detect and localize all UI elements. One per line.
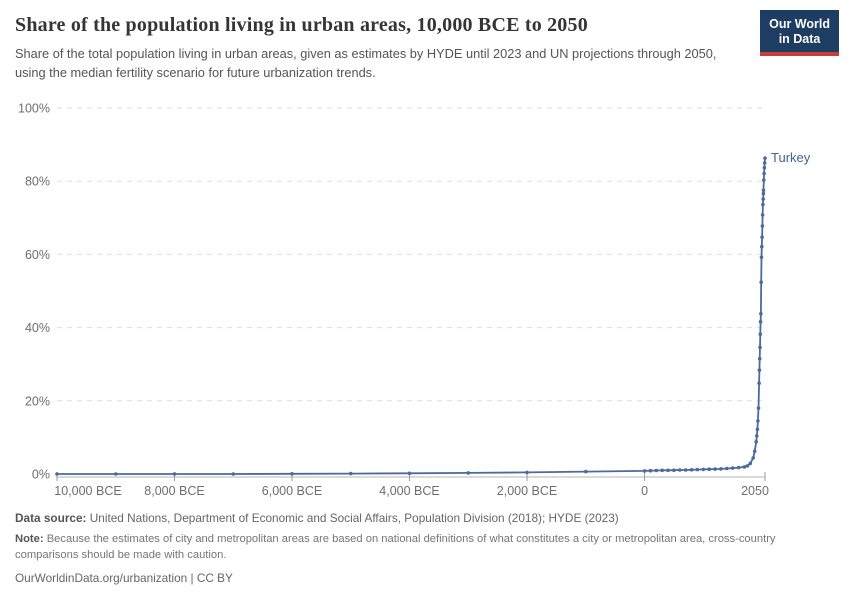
- data-point-marker[interactable]: [725, 467, 729, 471]
- data-point-marker[interactable]: [753, 450, 757, 454]
- note-line: [15, 532, 835, 563]
- data-point-marker[interactable]: [758, 357, 762, 361]
- page-title: Share of the population living in urban areas, 10,000 BCE to 2050: [15, 14, 588, 36]
- data-point-marker[interactable]: [702, 468, 706, 472]
- x-axis-tick-label: 0: [641, 484, 649, 498]
- data-point-marker[interactable]: [525, 471, 529, 475]
- owid-url-link[interactable]: OurWorldinData.org/urbanization | CC BY: [15, 571, 233, 586]
- data-point-marker[interactable]: [290, 472, 294, 476]
- x-axis-tick-label: 2,000 BCE: [496, 484, 558, 498]
- data-point-marker[interactable]: [660, 469, 664, 473]
- data-point-marker[interactable]: [643, 469, 647, 473]
- x-axis-tick-label: 2050: [741, 484, 769, 498]
- x-axis-tick-label: 10,000 BCE: [54, 484, 122, 498]
- y-axis-tick-label: 100%: [18, 101, 50, 116]
- y-axis-tick-label: 20%: [24, 394, 50, 409]
- y-axis-tick-label: 0%: [31, 467, 50, 482]
- data-point-marker[interactable]: [114, 472, 118, 476]
- data-point-marker[interactable]: [762, 192, 766, 196]
- chart-subtitle: Share of the total population living in urban areas, given as estimates by HYDE until 2023 and UN projections through 2050, using the median fertility scenario for future urbanization trends.: [15, 46, 717, 80]
- data-point-marker[interactable]: [756, 419, 760, 423]
- data-point-marker[interactable]: [731, 466, 735, 470]
- data-point-marker[interactable]: [762, 178, 766, 182]
- series-line[interactable]: [57, 158, 765, 474]
- data-point-marker[interactable]: [759, 312, 763, 316]
- data-point-marker[interactable]: [761, 197, 765, 201]
- data-point-marker[interactable]: [754, 440, 758, 444]
- data-point-marker[interactable]: [408, 472, 412, 476]
- data-point-marker[interactable]: [55, 472, 59, 476]
- y-axis-tick-label: 40%: [24, 321, 50, 336]
- data-point-marker[interactable]: [763, 161, 767, 165]
- data-point-marker[interactable]: [719, 467, 723, 471]
- data-point-marker[interactable]: [467, 471, 471, 475]
- data-source-line: [15, 511, 835, 525]
- data-point-marker[interactable]: [173, 472, 177, 476]
- y-axis-tick-label: 80%: [24, 174, 50, 189]
- note-text: Because the estimates of city and metropolitan areas are based on national definitions of what constitutes a city or metropolitan area, cross-country comparisons should be made with caution.: [15, 533, 776, 561]
- data-point-marker[interactable]: [749, 462, 753, 466]
- data-point-marker[interactable]: [713, 467, 717, 471]
- data-point-marker[interactable]: [761, 203, 765, 207]
- data-point-marker[interactable]: [678, 468, 682, 472]
- data-point-marker[interactable]: [763, 166, 767, 170]
- data-point-marker[interactable]: [761, 213, 765, 217]
- data-point-marker[interactable]: [757, 381, 761, 385]
- data-point-marker[interactable]: [746, 464, 750, 468]
- data-point-marker[interactable]: [349, 472, 353, 476]
- data-point-marker[interactable]: [649, 469, 653, 473]
- data-point-marker[interactable]: [737, 466, 741, 470]
- owid-logo-line1: Our World: [769, 17, 830, 31]
- data-point-marker[interactable]: [761, 224, 765, 228]
- data-point-marker[interactable]: [672, 468, 676, 472]
- data-point-marker[interactable]: [758, 368, 762, 372]
- data-point-marker[interactable]: [757, 406, 761, 410]
- note-label: Note:: [15, 533, 44, 545]
- data-point-marker[interactable]: [759, 320, 763, 324]
- data-point-marker[interactable]: [666, 469, 670, 473]
- data-point-marker[interactable]: [707, 467, 711, 471]
- chart-footer: [15, 511, 835, 585]
- data-point-marker[interactable]: [760, 235, 764, 239]
- license-line: [15, 571, 835, 585]
- data-point-marker[interactable]: [762, 172, 766, 176]
- data-point-marker[interactable]: [755, 434, 759, 438]
- data-point-marker[interactable]: [763, 156, 767, 160]
- data-point-marker[interactable]: [690, 468, 694, 472]
- data-point-marker[interactable]: [684, 468, 688, 472]
- data-point-marker[interactable]: [696, 468, 700, 472]
- data-point-marker[interactable]: [760, 245, 764, 249]
- data-point-marker[interactable]: [759, 332, 763, 336]
- x-axis-tick-label: 6,000 BCE: [261, 484, 323, 498]
- data-point-marker[interactable]: [759, 280, 763, 284]
- data-point-marker[interactable]: [760, 255, 764, 259]
- data-point-marker[interactable]: [758, 346, 762, 350]
- data-point-marker[interactable]: [756, 428, 760, 432]
- entity-label[interactable]: Turkey: [771, 150, 811, 166]
- x-axis-tick-label: 4,000 BCE: [379, 484, 440, 498]
- data-source-label: Data source:: [15, 511, 87, 525]
- x-axis-tick-label: 8,000 BCE: [144, 484, 205, 498]
- data-point-marker[interactable]: [762, 189, 766, 193]
- data-source-text: United Nations, Department of Economic and Social Affairs, Population Division (2018); HYDE (2023): [86, 511, 619, 525]
- data-point-marker[interactable]: [655, 469, 659, 473]
- data-point-marker[interactable]: [232, 472, 236, 476]
- y-axis-tick-label: 60%: [24, 247, 50, 262]
- owid-logo-line2: in Data: [778, 32, 821, 46]
- data-point-marker[interactable]: [751, 456, 755, 460]
- data-point-marker[interactable]: [584, 470, 588, 474]
